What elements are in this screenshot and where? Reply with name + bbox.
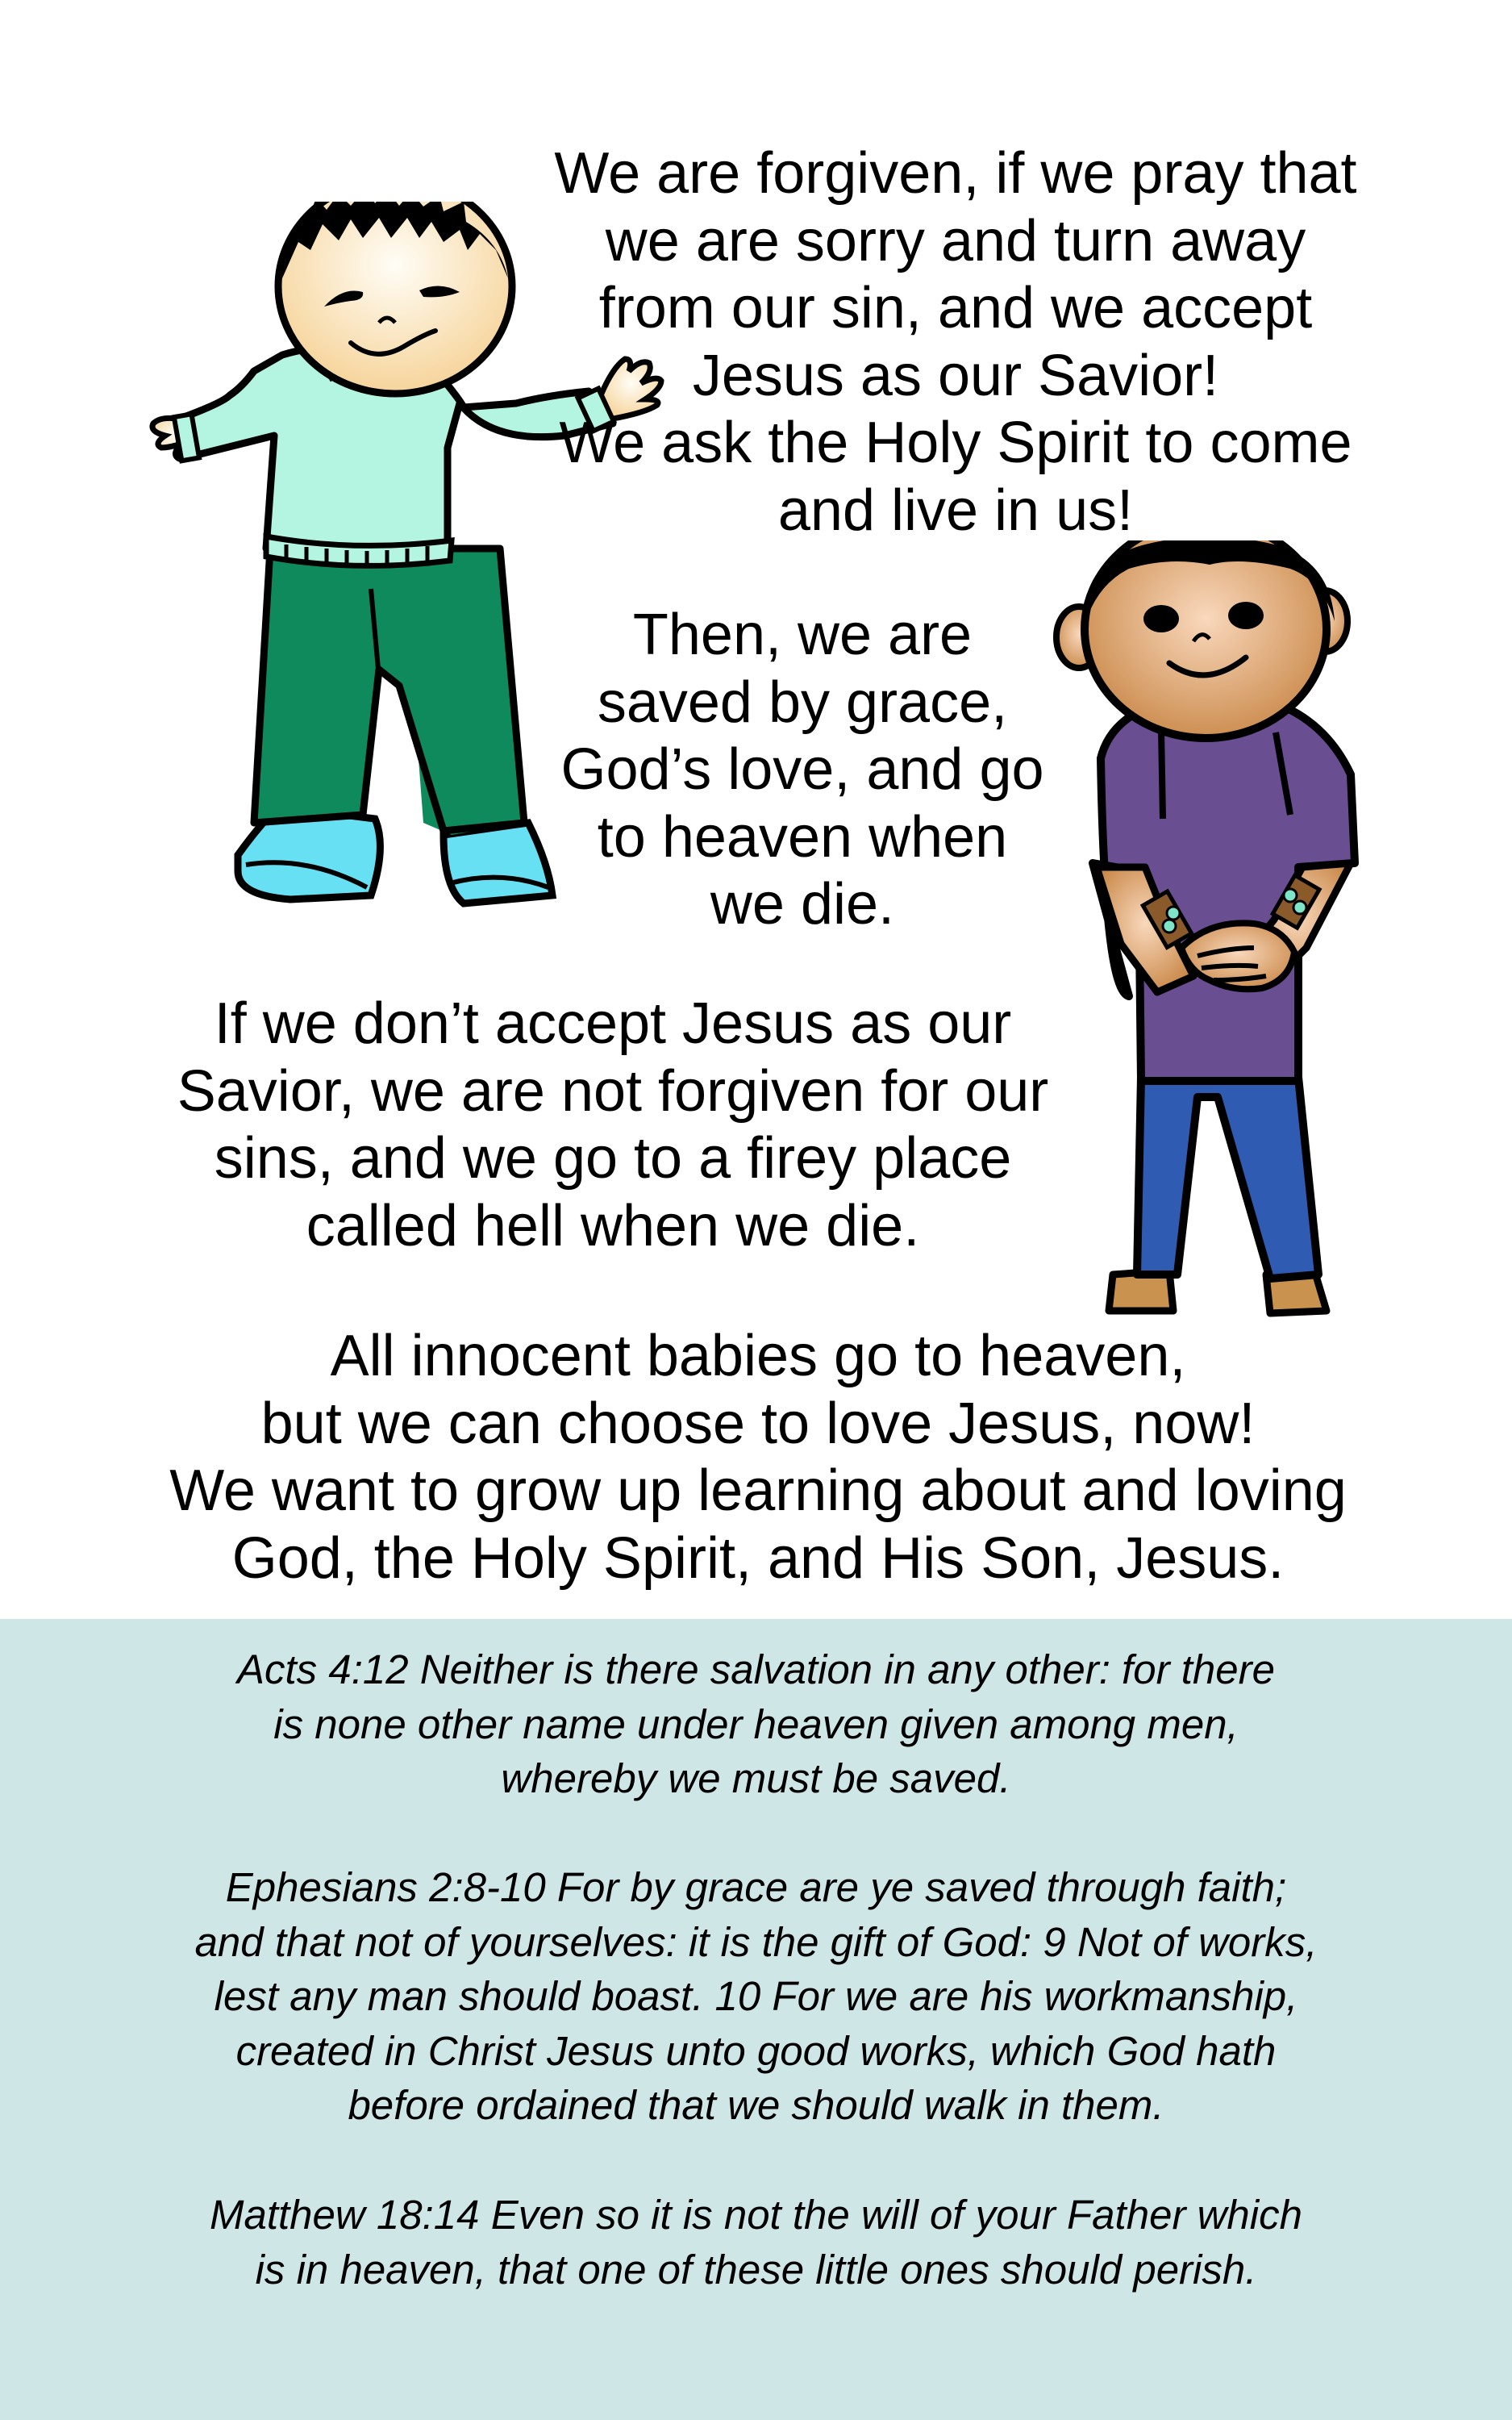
verse-acts-4-12 [0, 1642, 1512, 1806]
verse-matthew-18-14 [0, 2188, 1512, 2297]
text-line: We are forgiven, if we pray that [554, 141, 1357, 206]
verse-line: lest any man should boast. 10 For we are his workmanship, [214, 1973, 1298, 2019]
text-line: Jesus as our Savior! [692, 343, 1219, 408]
verse-line: Matthew 18:14 Even so it is not the will of your Father which [210, 2192, 1302, 2238]
boy-right-illustration [1048, 540, 1387, 1339]
text-line: we are sorry and turn away [605, 208, 1306, 273]
text-line: we die. [710, 872, 895, 937]
text-line: saved by grace, [597, 670, 1008, 735]
verse-line: is in heaven, that one of these little ones should perish. [255, 2246, 1257, 2293]
not-forgiven-paragraph [129, 991, 1097, 1260]
text-line: sins, and we go to a firey place [214, 1126, 1012, 1191]
text-line: God, the Holy Spirit, and His Son, Jesus. [231, 1525, 1285, 1591]
text-line: If we don’t accept Jesus as our [214, 991, 1012, 1056]
text-line: called hell when we die. [306, 1193, 920, 1258]
text-line: Then, we are [632, 603, 973, 667]
verse-line: is none other name under heaven given among men, [273, 1700, 1239, 1747]
text-line: to heaven when [597, 804, 1008, 870]
verse-ephesians-2-8-10 [0, 1860, 1512, 2133]
text-line: We ask the Holy Spirit to come [559, 411, 1352, 476]
saved-by-grace-paragraph [532, 602, 1073, 939]
boy-folded-hands-icon [1048, 540, 1387, 1339]
verse-line: Ephesians 2:8-10 For by grace are ye saved through faith; [225, 1864, 1287, 1910]
verse-line: created in Christ Jesus unto good works, which God hath [235, 2027, 1277, 2074]
text-line: from our sin, and we accept [598, 276, 1313, 341]
babies-paragraph [113, 1323, 1403, 1592]
text-line: and live in us! [777, 478, 1134, 543]
text-line: God’s love, and go [560, 737, 1044, 803]
text-line: All innocent babies go to heaven, [330, 1324, 1186, 1388]
forgiven-paragraph [500, 140, 1411, 545]
verse-line: whereby we must be saved. [501, 1755, 1011, 1801]
verse-line: before ordained that we should walk in them. [348, 2082, 1164, 2128]
text-line: but we can choose to love Jesus, now! [260, 1391, 1256, 1456]
verse-line: and that not of yourselves: it is the gift of God: 9 Not of works, [194, 1918, 1318, 1965]
text-line: Savior, we are not forgiven for our [177, 1058, 1049, 1124]
verse-line: Acts 4:12 Neither is there salvation in any other: for there [236, 1646, 1275, 1692]
text-line: We want to grow up learning about and loving [169, 1458, 1347, 1524]
